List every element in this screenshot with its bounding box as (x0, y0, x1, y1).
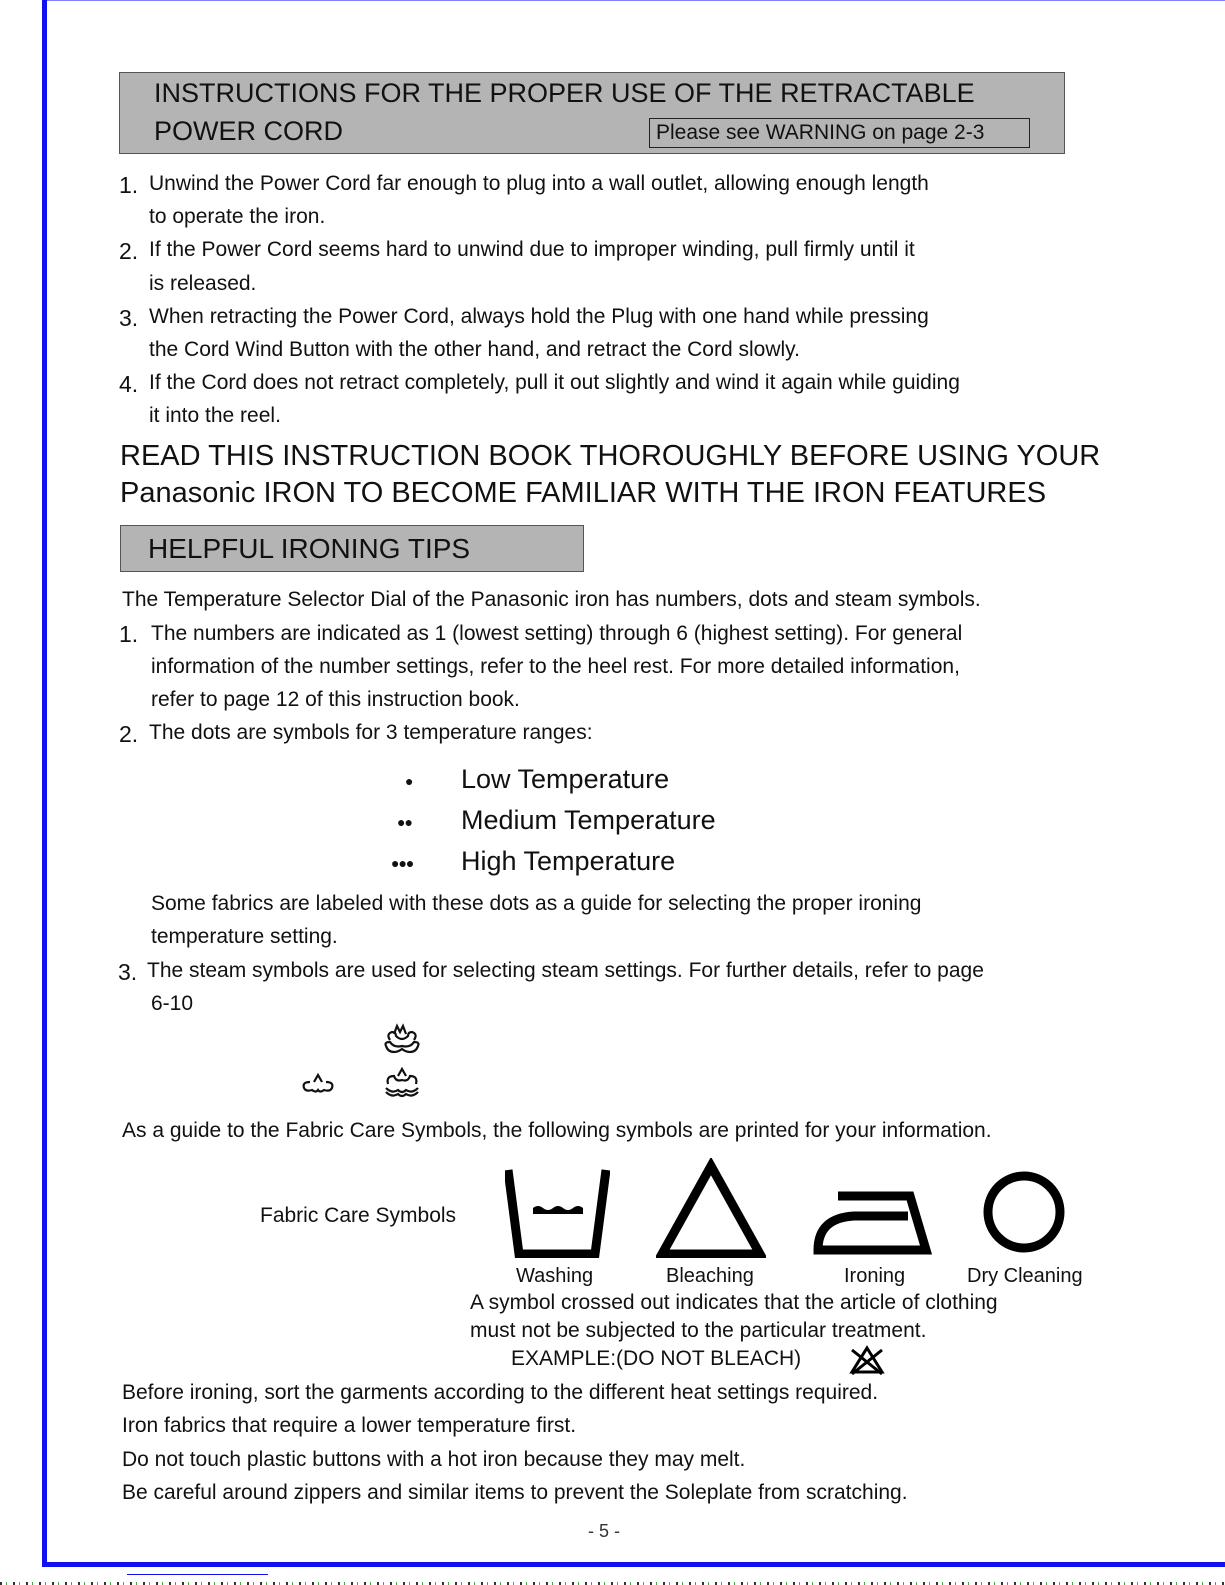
medium-temp-dots: ●● (397, 814, 412, 830)
cord-title-line2: POWER CORD (154, 116, 343, 146)
ironing-symbol-icon (812, 1190, 932, 1256)
page-frame-left (42, 0, 47, 1567)
tips-item-1-line2: information of the number settings, refer to the heel rest. For more detailed information, (151, 655, 960, 678)
cord-item-4-line1: If the Cord does not retract completely, pull it out slightly and wind it again while guiding (149, 371, 960, 394)
crossed-note-line1: A symbol crossed out indicates that the article of clothing (470, 1291, 998, 1314)
tips-item-3-number: 3. (118, 959, 138, 985)
tips-item-1-line3: refer to page 12 of this instruction book. (151, 688, 520, 711)
dots-note-line2: temperature setting. (151, 925, 338, 948)
cord-item-2-line1: If the Power Cord seems hard to unwind due to improper winding, pull firmly until it (149, 238, 915, 261)
low-temp-dots: ● (405, 773, 413, 789)
cord-item-3-line1: When retracting the Power Cord, always hold the Plug with one hand while pressing (149, 305, 929, 328)
tips-item-3-line1: The steam symbols are used for selecting steam settings. For further details, refer to page (147, 959, 984, 982)
tips-intro: The Temperature Selector Dial of the Panasonic iron has numbers, dots and steam symbols. (122, 588, 981, 611)
tips-item-2-line: The dots are symbols for 3 temperature ranges: (149, 721, 593, 744)
cord-item-3-number: 3. (119, 305, 139, 331)
cord-item-2-line2: is released. (149, 272, 257, 295)
washing-label: Washing (516, 1265, 594, 1287)
dry-cleaning-symbol-icon (980, 1168, 1070, 1258)
dots-note-line1: Some fabrics are labeled with these dots as a guide for selecting the proper ironing (151, 892, 922, 915)
tips-item-2-number: 2. (119, 721, 139, 747)
ironing-label: Ironing (844, 1265, 906, 1287)
cord-item-3-line2: the Cord Wind Button with the other hand, and retract the Cord slowly. (149, 338, 800, 361)
cord-item-4-number: 4. (119, 371, 139, 397)
tips-item-1-line1: The numbers are indicated as 1 (lowest setting) through 6 (highest setting). For general (151, 622, 963, 645)
cord-item-2-number: 2. (119, 238, 139, 264)
closing-tip-3: Do not touch plastic buttons with a hot iron because they may melt. (122, 1448, 746, 1471)
bleaching-symbol-icon (656, 1158, 766, 1258)
low-temp-label: Low Temperature (461, 764, 670, 794)
page-link-underline (127, 1574, 268, 1575)
do-not-bleach-icon (846, 1344, 888, 1376)
tips-section-header (120, 525, 584, 572)
closing-tip-4: Be careful around zippers and similar items to prevent the Soleplate from scratching. (122, 1481, 908, 1504)
tips-title: HELPFUL IRONING TIPS (148, 533, 471, 564)
steam-medium-icon (382, 1066, 422, 1098)
cord-item-1-line2: to operate the iron. (149, 205, 326, 228)
high-temp-label: High Temperature (461, 846, 676, 876)
warning-reference: Please see WARNING on page 2-3 (649, 118, 1030, 148)
fabric-care-intro: As a guide to the Fabric Care Symbols, the following symbols are printed for your information. (122, 1119, 992, 1142)
cord-item-4-line2: it into the reel. (149, 404, 281, 427)
page-number: - 5 - (588, 1521, 621, 1541)
cord-item-1-number: 1. (119, 172, 139, 198)
cord-item-1-line1: Unwind the Power Cord far enough to plug into a wall outlet, allowing enough length (149, 172, 929, 195)
page-frame-bottom (42, 1562, 1225, 1567)
high-temp-dots: ●●● (391, 855, 414, 871)
tips-item-3-line2: 6-10 (151, 992, 194, 1015)
cord-section-header (119, 72, 1065, 154)
notice-line1: READ THIS INSTRUCTION BOOK THOROUGHLY BEFORE USING YOUR (120, 440, 1101, 472)
fabric-care-label: Fabric Care Symbols (260, 1204, 457, 1227)
steam-low-icon (300, 1072, 336, 1096)
washing-symbol-icon (505, 1168, 610, 1258)
crossed-note-line2: must not be subjected to the particular treatment. (470, 1319, 927, 1342)
notice-line2: Panasonic IRON TO BECOME FAMILIAR WITH THE IRON FEATURES (120, 477, 1047, 509)
dry-cleaning-label: Dry Cleaning (967, 1265, 1083, 1287)
example-text: EXAMPLE:(DO NOT BLEACH) (511, 1347, 802, 1370)
steam-high-icon (382, 1022, 422, 1056)
bleaching-label: Bleaching (666, 1265, 754, 1287)
closing-tip-1: Before ironing, sort the garments according to the different heat settings required. (122, 1381, 879, 1404)
closing-tip-2: Iron fabrics that require a lower temperature first. (122, 1414, 577, 1437)
page-frame-top (42, 0, 1225, 1)
cord-title-line1: INSTRUCTIONS FOR THE PROPER USE OF THE RETRACTABLE (154, 78, 975, 108)
medium-temp-label: Medium Temperature (461, 805, 716, 835)
tips-item-1-number: 1. (119, 621, 139, 647)
